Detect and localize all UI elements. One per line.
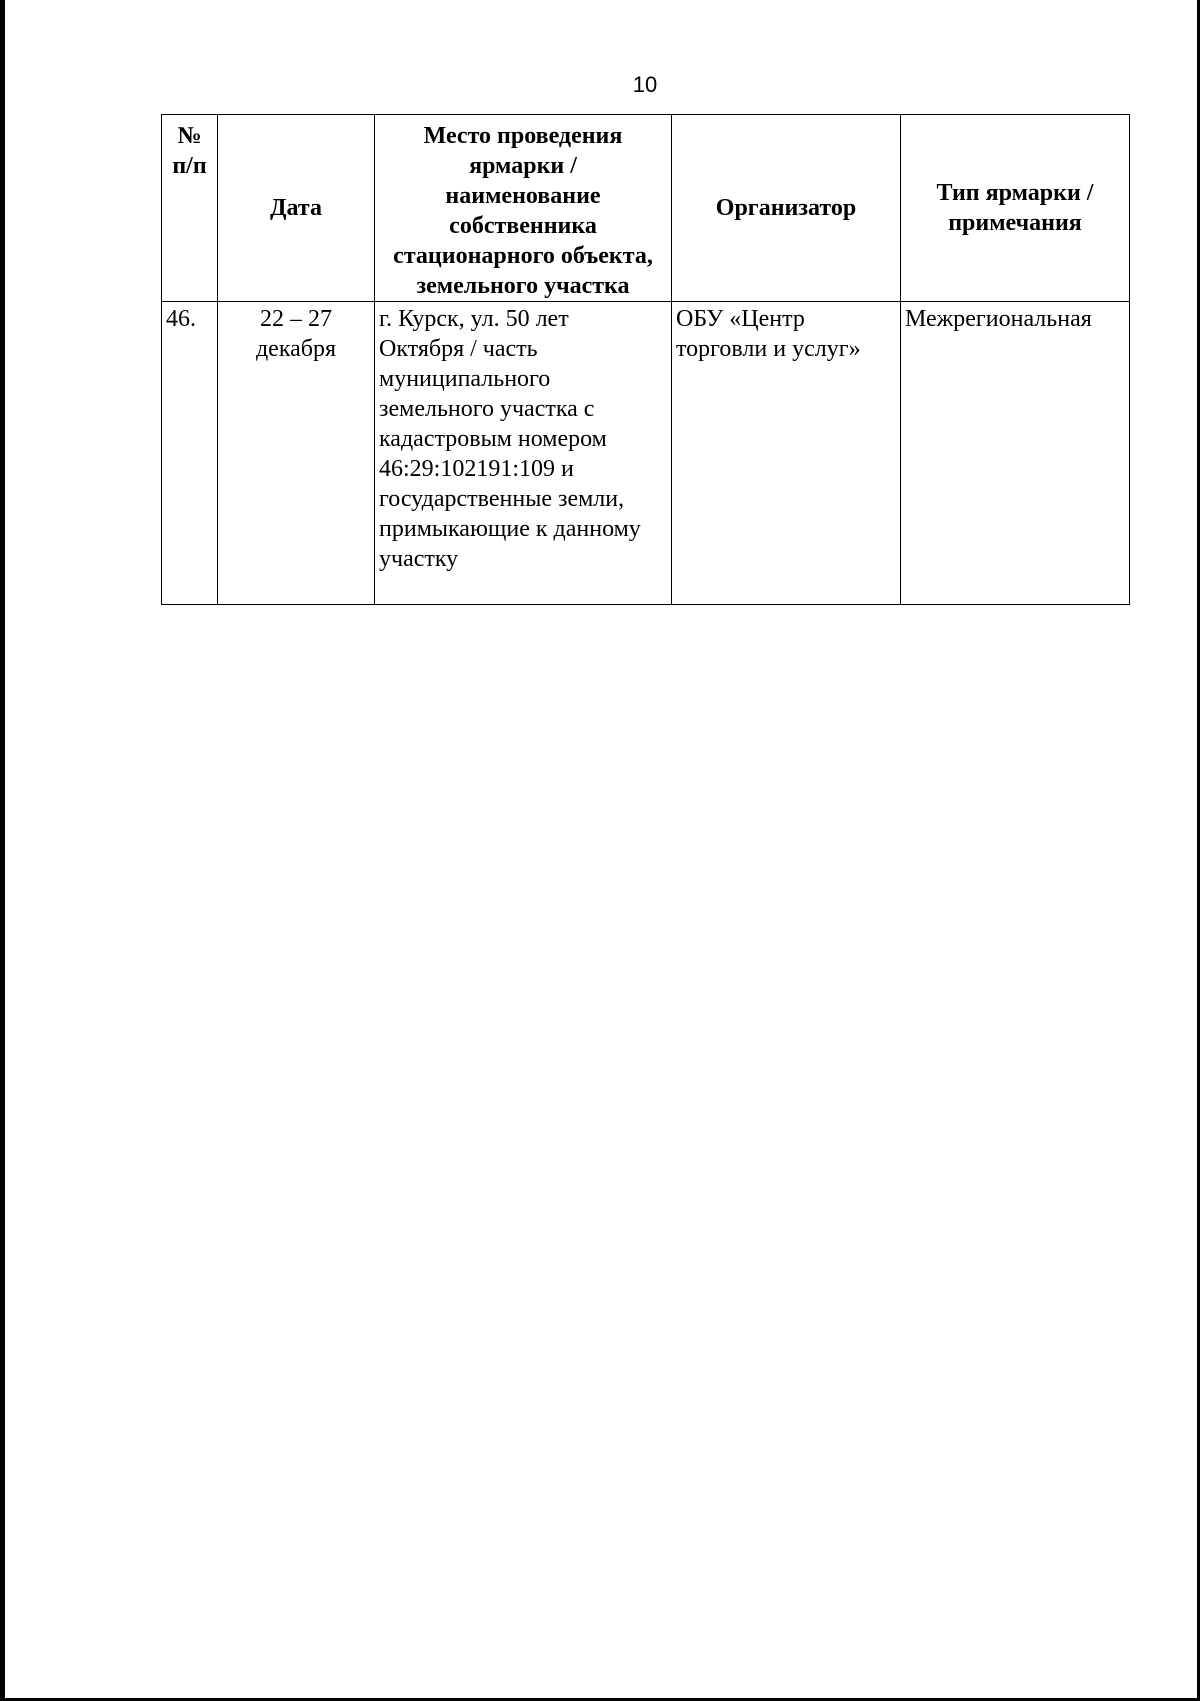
cell-number: 46.: [162, 302, 218, 605]
header-organizer: Организатор: [672, 115, 901, 302]
cell-organizer: ОБУ «Центр торговли и услуг»: [672, 302, 901, 605]
header-type: Тип ярмарки / примечания: [901, 115, 1130, 302]
cell-date: 22 – 27 декабря: [218, 302, 375, 605]
table-header-row: [162, 115, 1130, 302]
scan-edge-left: [0, 0, 5, 1701]
fair-schedule-table: [161, 114, 1130, 605]
header-number: № п/п: [162, 115, 218, 302]
cell-type: Межрегиональная: [901, 302, 1130, 605]
page-number: 10: [632, 72, 658, 97]
table-row: [162, 302, 1130, 605]
header-place: Место проведения ярмарки / наименование собственника стационарного объекта, земельного участка: [375, 115, 672, 302]
header-date: Дата: [218, 115, 375, 302]
cell-place: г. Курск, ул. 50 лет Октября / часть муниципального земельного участка с кадастровым номером 46:29:102191:109 и государственные земли, примыкающие к данному участку: [375, 302, 672, 605]
